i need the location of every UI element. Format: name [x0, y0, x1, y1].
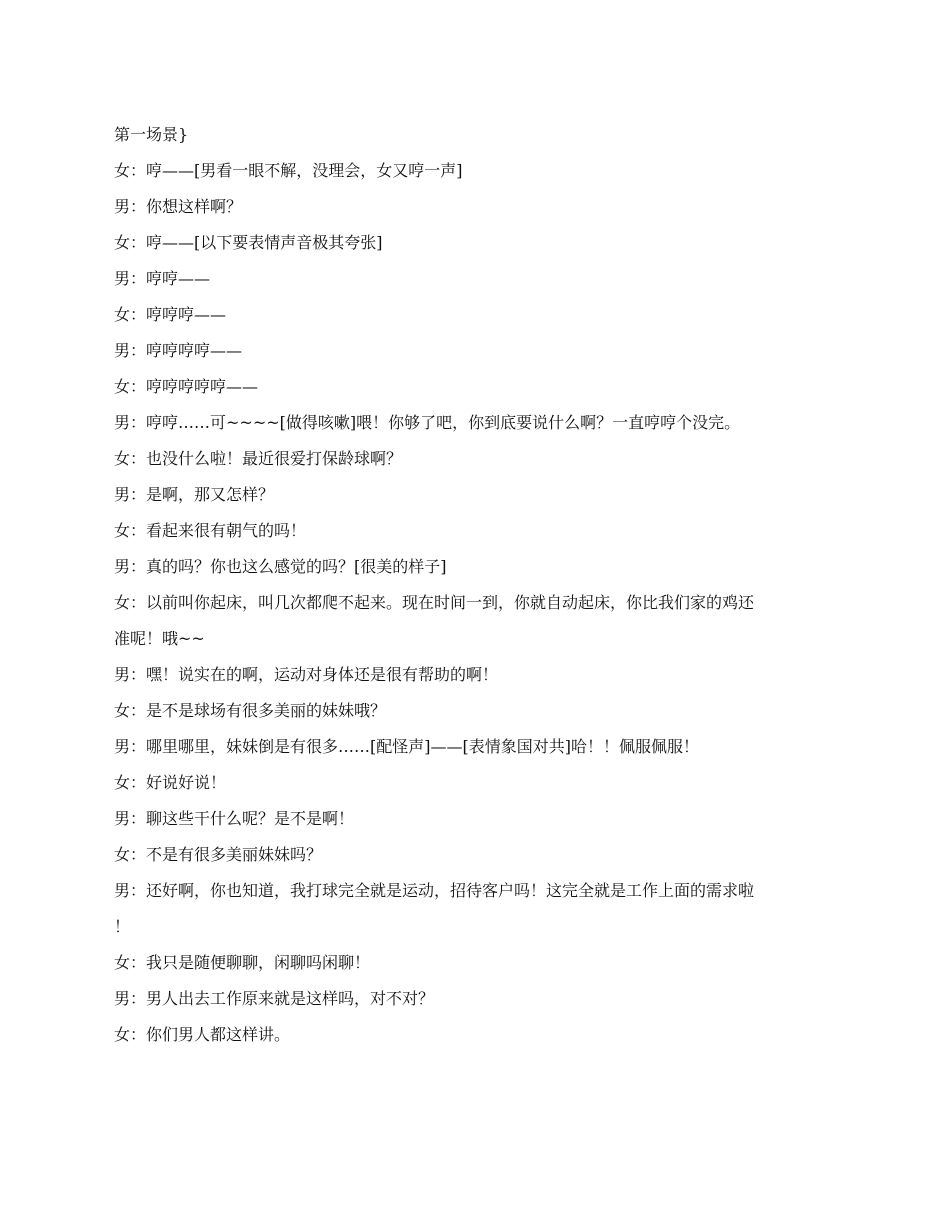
dialogue-line: 女：是不是球场有很多美丽的妹妹哦？	[114, 701, 387, 720]
scene-heading: 第一场景}	[114, 125, 189, 144]
dialogue-line: 男：真的吗？你也这么感觉的吗？[很美的样子]	[114, 557, 447, 576]
dialogue-line: 女：你们男人都这样讲。	[114, 1025, 291, 1044]
dialogue-line: 男：哪里哪里，妹妹倒是有很多……[配怪声]——[表情象国对共]哈！！佩服佩服！	[114, 737, 699, 756]
dialogue-line: 女：看起来很有朝气的吗！	[114, 521, 307, 540]
dialogue-line: 女：哼哼哼——	[114, 305, 227, 324]
dialogue-line: 男：哼哼——	[114, 269, 211, 288]
dialogue-line: 男：哼哼哼哼——	[114, 341, 243, 360]
dialogue-line: 女：也没什么啦！最近很爱打保龄球啊？	[114, 449, 403, 468]
dialogue-line: 女：哼——[男看一眼不解，没理会，女又哼一声]	[114, 161, 463, 180]
dialogue-line: 男：男人出去工作原来就是这样吗，对不对？	[114, 989, 435, 1008]
document-body	[114, 122, 844, 1058]
dialogue-line: 女：哼哼哼哼哼——	[114, 377, 259, 396]
dialogue-line: 女：不是有很多美丽妹妹吗？	[114, 845, 323, 864]
dialogue-line: 女：哼——[以下要表情声音极其夸张]	[114, 233, 383, 252]
dialogue-line: 女：好说好说！	[114, 773, 227, 792]
dialogue-line-continuation: ！	[114, 917, 131, 936]
dialogue-line: 男：哼哼……可~~~~[做得咳嗽]喂！你够了吧，你到底要说什么啊？一直哼哼个没完。	[114, 413, 741, 432]
dialogue-line: 女：以前叫你起床，叫几次都爬不起来。现在时间一到，你就自动起床，你比我们家的鸡还	[114, 593, 755, 612]
dialogue-line: 男：你想这样啊？	[114, 197, 243, 216]
dialogue-line: 男：还好啊，你也知道，我打球完全就是运动，招待客户吗！这完全就是工作上面的需求啦	[114, 881, 755, 900]
dialogue-line: 男：是啊，那又怎样？	[114, 485, 275, 504]
dialogue-line-continuation: 准呢！哦~~	[114, 629, 205, 648]
dialogue-line: 女：我只是随便聊聊，闲聊吗闲聊！	[114, 953, 371, 972]
dialogue-line: 男：聊这些干什么呢？是不是啊！	[114, 809, 355, 828]
dialogue-line: 男：嘿！说实在的啊，运动对身体还是很有帮助的啊！	[114, 665, 499, 684]
